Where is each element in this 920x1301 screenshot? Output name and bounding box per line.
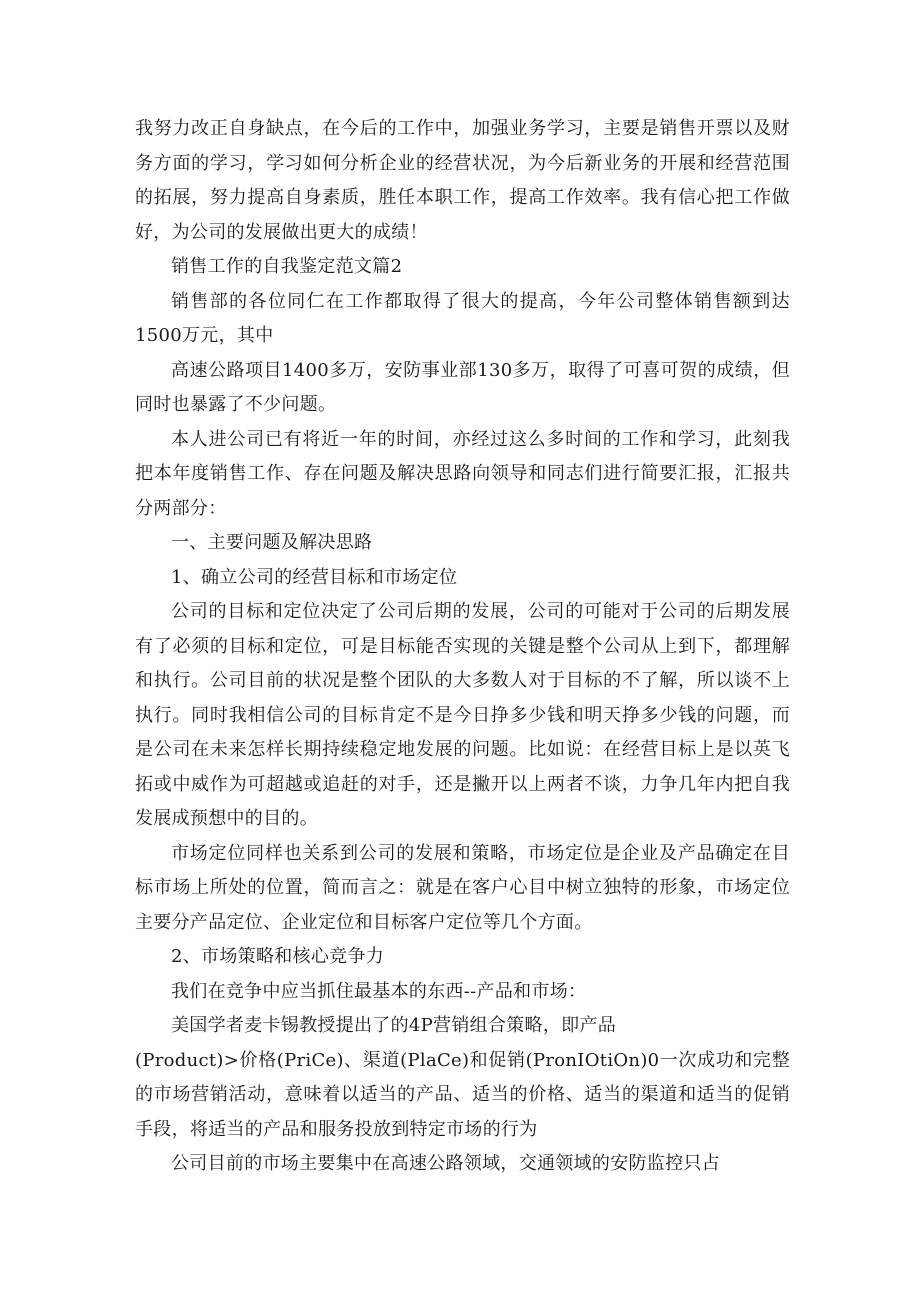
- paragraph-4: 高速公路项目1400多万，安防事业部130多万，取得了可喜可贺的成绩，但同时也暴露了不少问题。: [135, 359, 790, 415]
- paragraph-12: 美国学者麦卡锡教授提出了的4P营销组合策略，即产品: [171, 1015, 617, 1036]
- paragraph-8: 公司的目标和定位决定了公司后期的发展，公司的可能对于公司的后期发展有了必须的目标和定位，可是目标能否实现的关键是整个公司从上到下，都理解和执行。公司目前的状况是整个团队的大多数人对于目标的不了解，所以谈不上执行。同时我相信公司的目标肯定不是今日挣多少钱和明天挣多少钱的问题，而是公司在未来怎样长期持续稳定地发展的问题。比如说：在经营目标上是以英飞拓或中威作为可超越或追赶的对手，还是撇开以上两者不谈，力争几年内把自我发展成预想中的目的。: [135, 601, 790, 829]
- document-page: [135, 112, 790, 1182]
- paragraph-5: 本人进公司已有将近一年的时间，亦经过这么多时间的工作和学习，此刻我把本年度销售工作、存在问题及解决思路向领导和同志们进行简要汇报，汇报共分两部分：: [135, 428, 790, 519]
- heading-goals-positioning: 1、确立公司的经营目标和市场定位: [171, 566, 458, 588]
- paragraph-3: 销售部的各位同仁在工作都取得了很大的提高，今年公司整体销售额到达1500万元，其中: [135, 290, 790, 346]
- paragraph-9: 市场定位同样也关系到公司的发展和策略，市场定位是企业及产品确定在目标市场上所处的位置，简而言之：就是在客户心目中树立独特的形象，市场定位主要分产品定位、企业定位和目标客户定位等几个方面。: [135, 842, 790, 933]
- heading-market-strategy: 2、市场策略和核心竞争力: [171, 946, 385, 967]
- heading-main-problems: 一、主要问题及解决思路: [171, 532, 373, 553]
- paragraph-13: (Product)>价格(PriCe)、渠道(PlaCe)和促销(PronIOtiOn)0一次成功和完整的市场营销活动，意味着以适当的产品、适当的价格、适当的渠道和适当的促销手段，将适当的产品和服务投放到特定市场的行为: [135, 1049, 790, 1140]
- paragraph-14: 公司目前的市场主要集中在高速公路领域，交通领域的安防监控只占: [171, 1153, 720, 1174]
- paragraph-1: 我努力改正自身缺点，在今后的工作中，加强业务学习，主要是销售开票以及财务方面的学习，学习如何分析企业的经营状况，为今后新业务的开展和经营范围的拓展，努力提高自身素质，胜任本职工作，提高工作效率。我有信心把工作做好，为公司的发展做出更大的成绩！: [135, 118, 790, 243]
- section-heading-2: 销售工作的自我鉴定范文篇2: [171, 256, 403, 277]
- paragraph-11: 我们在竞争中应当抓住最基本的东西--产品和市场：: [171, 980, 587, 1002]
